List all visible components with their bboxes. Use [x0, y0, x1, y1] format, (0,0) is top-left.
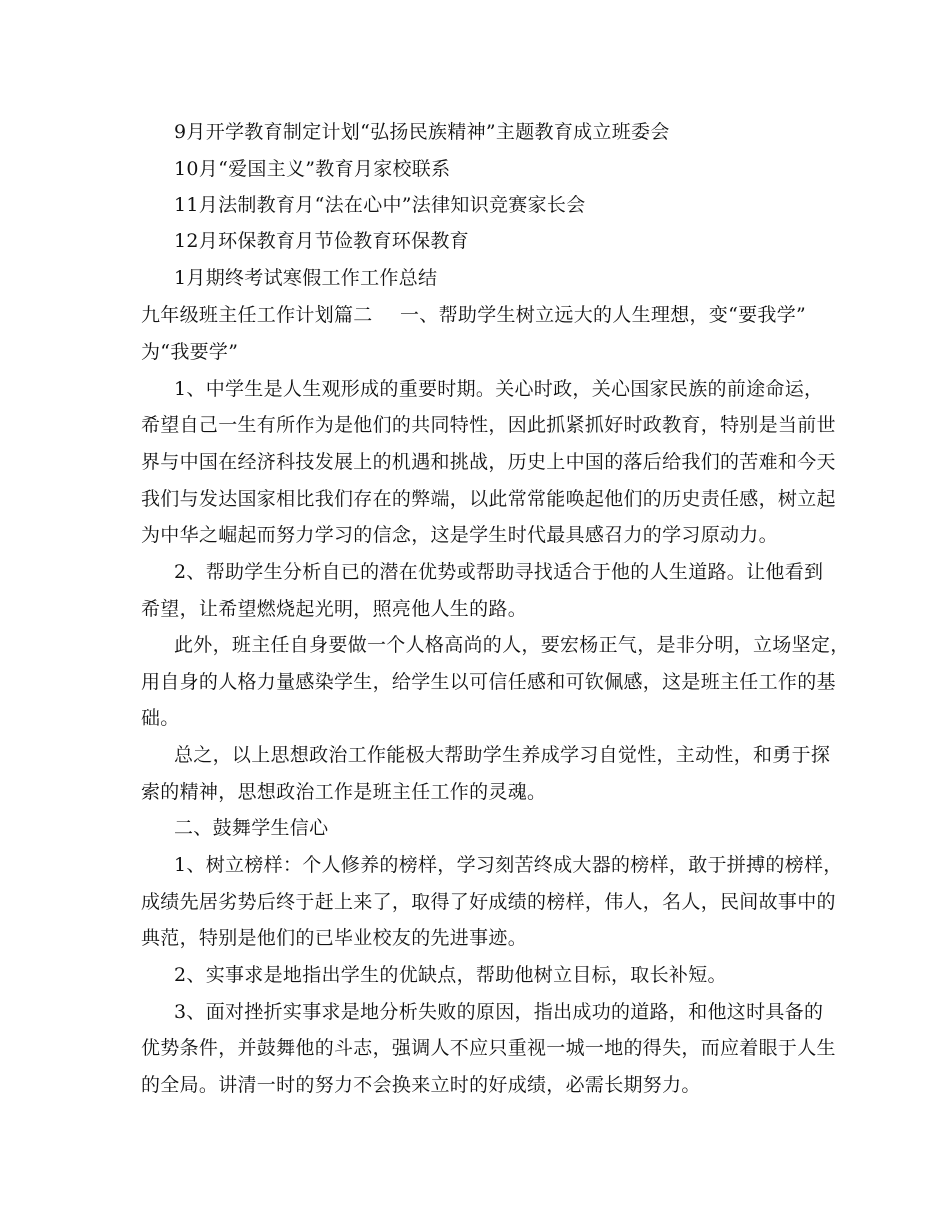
- paragraph-line: 我们与发达国家相比我们存在的弊端，以此常常能唤起他们的历史责任感，树立起: [141, 488, 836, 510]
- paragraph-line: 界与中国在经济科技发展上的机遇和挑战，历史上中国的落后给我们的苦难和今天: [141, 451, 836, 473]
- paragraph-line: 索的精神，思想政治工作是班主任工作的灵魂。: [141, 781, 547, 803]
- paragraph-line: 础。: [141, 707, 180, 729]
- section-point-one: 一、帮助学生树立远大的人生理想，变“要我学”: [400, 304, 807, 326]
- paragraph-line: 希望自己一生有所作为是他们的共同特性，因此抓紧抓好时政教育，特别是当前世: [141, 414, 836, 436]
- schedule-item: 10月“爱国主义”教育月家校联系: [174, 158, 451, 180]
- paragraph-line: 优势条件，并鼓舞他的斗志，强调人不应只重视一城一地的得失，而应着眼于人生: [141, 1037, 836, 1059]
- paragraph-line: 1、树立榜样：个人修养的榜样，学习刻苦终成大器的榜样，敢于拼搏的榜样，: [174, 854, 843, 876]
- paragraph-line: 总之，以上思想政治工作能极大帮助学生养成学习自觉性，主动性，和勇于探: [174, 744, 831, 766]
- paragraph-line: 成绩先居劣势后终于赶上来了，取得了好成绩的榜样，伟人，名人，民间故事中的: [141, 891, 836, 913]
- paragraph-line: 用自身的人格力量感染学生，给学生以可信任感和可钦佩感，这是班主任工作的基: [141, 671, 836, 693]
- paragraph-line: 希望，让希望燃烧起光明，照亮他人生的路。: [141, 598, 528, 620]
- schedule-item: 9月开学教育制定计划“弘扬民族精神”主题教育成立班委会: [174, 121, 670, 143]
- section-point-one-cont: 为“我要学”: [141, 341, 239, 363]
- paragraph-line: 2、实事求是地指出学生的优缺点，帮助他树立目标，取长补短。: [174, 964, 727, 986]
- section-title: 九年级班主任工作计划篇二: [141, 304, 373, 326]
- paragraph-line: 此外，班主任自身要做一个人格高尚的人，要宏杨正气，是非分明，立场坚定，: [174, 634, 850, 656]
- schedule-item: 1月期终考试寒假工作工作总结: [174, 267, 438, 289]
- section-heading: 二、鼓舞学生信心: [174, 817, 329, 839]
- paragraph-line: 1、中学生是人生观形成的重要时期。关心时政，关心国家民族的前途命运，: [174, 378, 824, 400]
- paragraph-line: 3、面对挫折实事求是地分析失败的原因，指出成功的道路，和他这时具备的: [174, 1001, 824, 1023]
- paragraph-line: 2、帮助学生分析自已的潜在优势或帮助寻找适合于他的人生道路。让他看到: [174, 561, 824, 583]
- schedule-item: 12月环保教育月节俭教育环保教育: [174, 230, 469, 252]
- schedule-item: 11月法制教育月“法在心中”法律知识竞赛家长会: [174, 194, 586, 216]
- paragraph-line: 的全局。讲清一时的努力不会换来立时的好成绩，必需长期努力。: [141, 1074, 701, 1096]
- paragraph-line: 典范，特别是他们的已毕业校友的先进事迹。: [141, 927, 528, 949]
- paragraph-line: 为中华之崛起而努力学习的信念，这是学生时代最具感召力的学习原动力。: [141, 524, 778, 546]
